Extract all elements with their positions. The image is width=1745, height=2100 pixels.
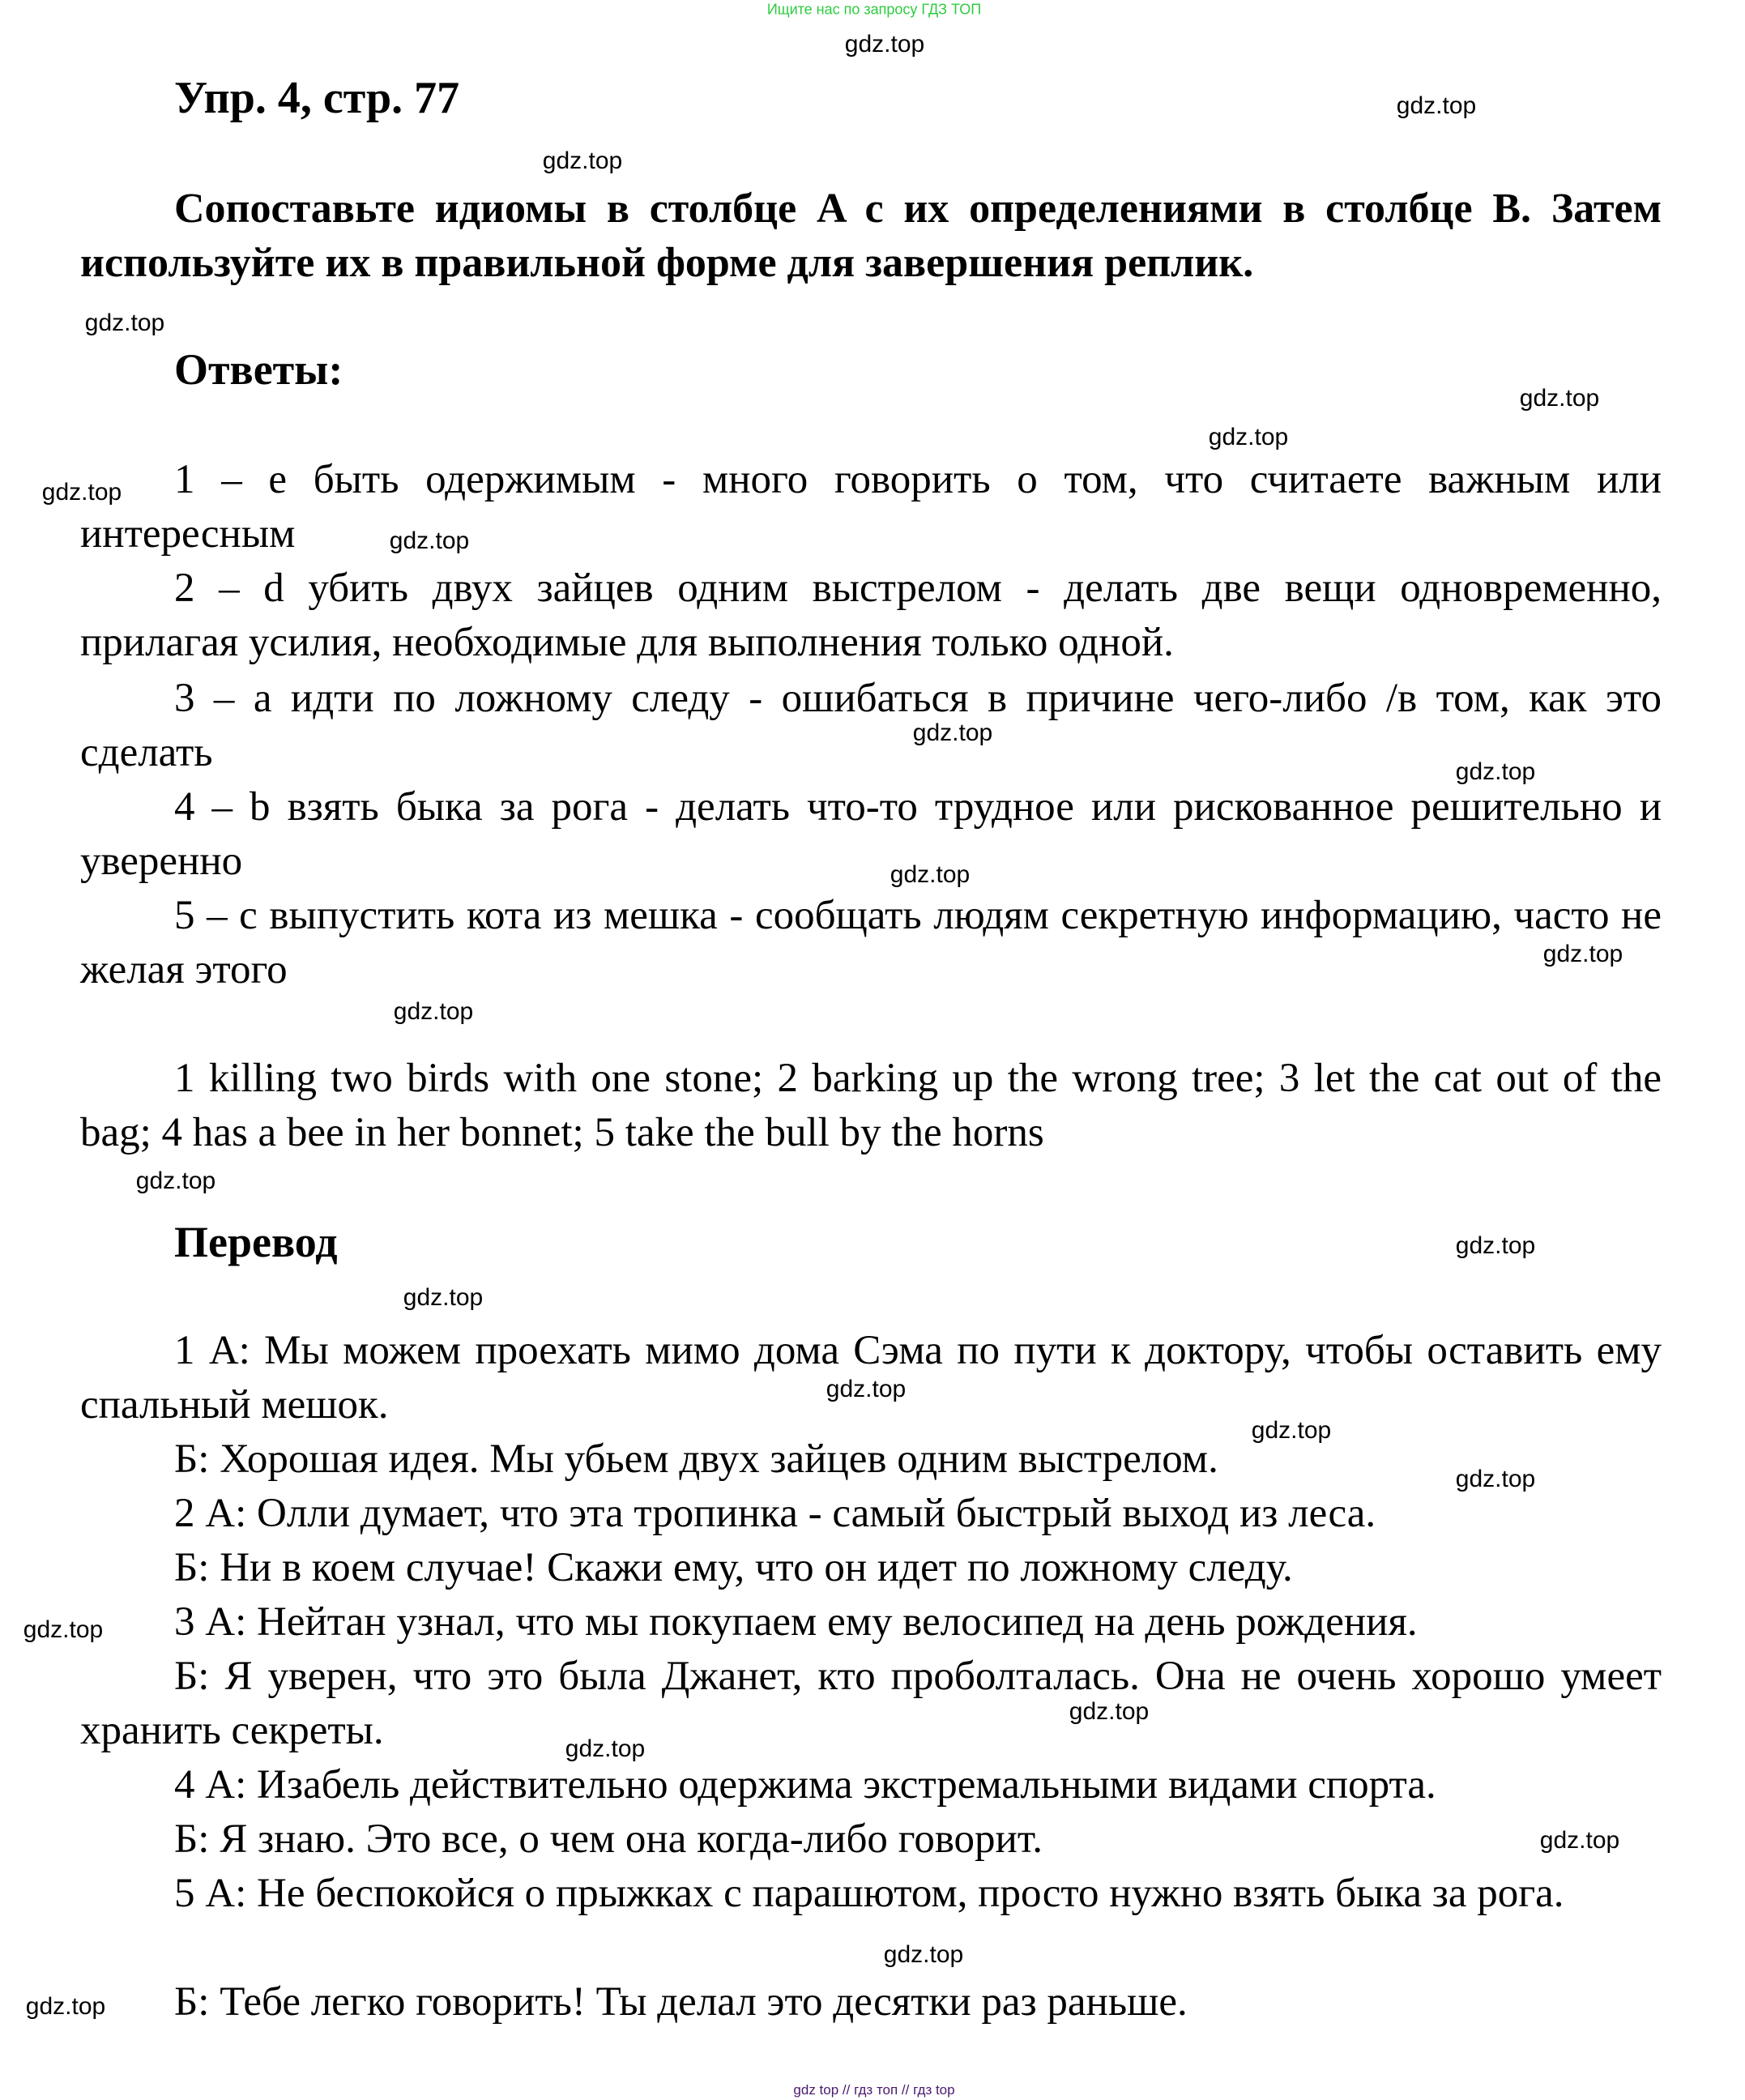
watermark: gdz.top [23, 1616, 104, 1643]
answer-item: 3 – a идти по ложному следу - ошибаться в причине чего-либо /в том, как это сделать [80, 676, 1662, 775]
watermark: gdz.top [890, 861, 971, 888]
watermark: gdz.top [1539, 1827, 1620, 1854]
watermark: gdz.top [1069, 1698, 1150, 1725]
watermark: gdz.top [844, 31, 925, 58]
watermark: gdz.top [1455, 1466, 1536, 1492]
translation-line: Б: Тебе легко говорить! Ты делал это десятки раз раньше. [174, 1979, 1188, 2025]
watermark: gdz.top [25, 1993, 106, 2020]
watermark: gdz.top [1455, 1232, 1536, 1259]
answer-item: 1 – е быть одержимым - много говорить о том, что считаете важным или интересным [80, 457, 1662, 557]
translation-line: 1 А: Мы можем проехать мимо дома Сэма по пути к доктору, чтобы оставить ему спальный мешок. [80, 1328, 1662, 1428]
watermark: gdz.top [826, 1376, 907, 1402]
watermark: gdz.top [1542, 941, 1623, 967]
english-answer: 1 killing two birds with one stone; 2 barking up the wrong tree; 3 let the cat out of the bag; 4 has a bee in her bonnet; 5 take the bull by the horns [80, 1056, 1662, 1155]
page-title: Упр. 4, стр. 77 [174, 73, 460, 123]
watermark: gdz.top [135, 1167, 216, 1194]
watermark: gdz.top [389, 527, 470, 554]
translation-heading: Перевод [174, 1218, 338, 1266]
answer-item: 4 – b взять быка за рога - делать что-то трудное или рискованное решительно и уверенно [80, 784, 1662, 884]
translation-line: 2 А: Олли думает, что эта тропинка - самый быстрый выход из леса. [174, 1491, 1376, 1536]
translation-line: 3 А: Нейтан узнал, что мы покупаем ему велосипед на день рождения. [174, 1599, 1418, 1645]
translation-line: Б: Я знаю. Это все, о чем она когда-либо говорит. [174, 1816, 1043, 1862]
watermark: gdz.top [912, 719, 993, 746]
watermark: gdz.top [1396, 92, 1477, 119]
translation-line: 4 А: Изабель действительно одержима экстремальными видами спорта. [174, 1762, 1436, 1808]
watermark: gdz.top [1251, 1417, 1332, 1444]
watermark: gdz.top [1455, 758, 1536, 785]
footer-watermark: gdz top // гдз топ // гдз top [793, 2082, 955, 2098]
answer-item: 5 – c выпустить кота из мешка - сообщать людям секретную информацию, часто не желая этого [80, 893, 1662, 992]
search-hint-banner: Ищите нас по запросу ГДЗ ТОП [766, 1, 982, 18]
watermark: gdz.top [41, 479, 122, 506]
translation-line: 5 А: Не беспокойся о прыжках с парашютом, просто нужно взять быка за рога. [174, 1871, 1564, 1916]
watermark: gdz.top [542, 147, 623, 174]
translation-line: Б: Ни в коем случае! Скажи ему, что он идет по ложному следу. [174, 1545, 1293, 1590]
translation-line: Б: Я уверен, что это была Джанет, кто проболталась. Она не очень хорошо умеет хранить секреты. [80, 1654, 1662, 1753]
answer-item: 2 – d убить двух зайцев одним выстрелом - делать две вещи одновременно, прилагая усилия, необходимые для выполнения только одной. [80, 566, 1662, 665]
watermark: gdz.top [883, 1941, 964, 1968]
watermark: gdz.top [393, 998, 474, 1025]
watermark: gdz.top [84, 309, 165, 336]
watermark: gdz.top [1208, 424, 1289, 450]
translation-line: Б: Хорошая идея. Мы убьем двух зайцев одним выстрелом. [174, 1436, 1218, 1482]
answers-heading: Ответы: [174, 345, 343, 394]
watermark: gdz.top [403, 1284, 484, 1311]
task-instructions: Сопоставьте идиомы в столбце A с их определениями в столбце B. Затем используйте их в правильной форме для завершения реплик. [80, 186, 1662, 286]
watermark: gdz.top [565, 1735, 646, 1762]
watermark: gdz.top [1519, 385, 1600, 412]
